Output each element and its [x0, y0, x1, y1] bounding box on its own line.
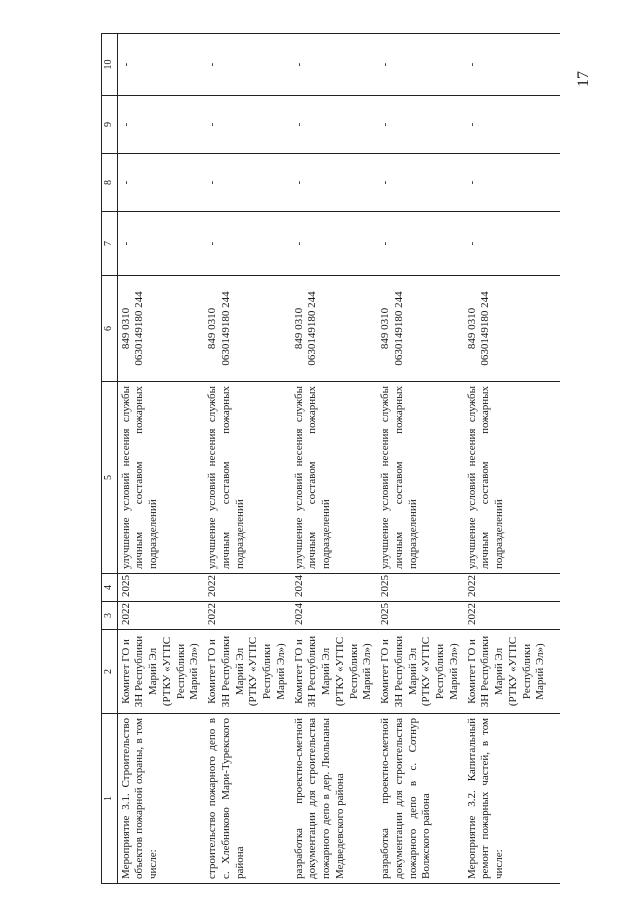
- col-7-value: -: [377, 212, 464, 276]
- budget-code: 849 0310 0630149180 244: [377, 276, 464, 382]
- end-year: 2024: [291, 574, 378, 602]
- executor: Комитет ГО и ЗН Республики Марий Эл (РТКУ «УГПС Республики Марий Эл»): [291, 630, 378, 714]
- header-col-6: 6: [102, 276, 118, 382]
- page-number: 17: [575, 71, 592, 87]
- end-year: 2022: [464, 574, 560, 602]
- col-9-value: -: [464, 96, 560, 154]
- start-year: 2024: [291, 602, 378, 630]
- col-10-value: -: [204, 34, 291, 96]
- header-col-4: 4: [102, 574, 118, 602]
- expected-result: улучшение условий несения службы личным составом пожарных подразделений: [291, 382, 378, 574]
- start-year: 2022: [204, 602, 291, 630]
- end-year: 2022: [204, 574, 291, 602]
- col-10-value: -: [377, 34, 464, 96]
- program-table: [101, 33, 560, 884]
- col-7-value: -: [291, 212, 378, 276]
- executor: Комитет ГО и ЗН Республики Марий Эл (РТКУ «УГПС Республики Марий Эл»): [464, 630, 560, 714]
- col-7-value: -: [204, 212, 291, 276]
- end-year: 2025: [377, 574, 464, 602]
- start-year: 2022: [464, 602, 560, 630]
- budget-code: 849 0310 0630149180 244: [464, 276, 560, 382]
- rotated-table-container: [101, 34, 625, 884]
- header-col-10: 10: [102, 34, 118, 96]
- table-row: [117, 34, 204, 884]
- activity-name: строительство пожарного депо в с. Хлебниково Мари-Турекского района: [204, 714, 291, 884]
- col-10-value: -: [464, 34, 560, 96]
- budget-code: 849 0310 0630149180 244: [117, 276, 204, 382]
- expected-result: улучшение условий несения службы личным составом пожарных подразделений: [204, 382, 291, 574]
- expected-result: улучшение условий несения службы личным составом пожарных подразделений: [117, 382, 204, 574]
- col-7-value: -: [117, 212, 204, 276]
- start-year: 2025: [377, 602, 464, 630]
- budget-code: 849 0310 0630149180 244: [291, 276, 378, 382]
- col-8-value: -: [291, 154, 378, 212]
- activity-name: Мероприятие 3.2. Капитальный ремонт пожарных частей, в том числе:: [464, 714, 560, 884]
- header-col-3: 3: [102, 602, 118, 630]
- header-col-8: 8: [102, 154, 118, 212]
- header-col-1: 1: [102, 714, 118, 884]
- budget-code: 849 0310 0630149180 244: [204, 276, 291, 382]
- executor: Комитет ГО и ЗН Республики Марий Эл (РТКУ «УГПС Республики Марий Эл»): [377, 630, 464, 714]
- col-7-value: -: [464, 212, 560, 276]
- table-row: [204, 34, 291, 884]
- col-8-value: -: [204, 154, 291, 212]
- executor: Комитет ГО и ЗН Республики Марий Эл (РТКУ «УГПС Республики Марий Эл»): [117, 630, 204, 714]
- header-col-2: 2: [102, 630, 118, 714]
- expected-result: улучшение условий несения службы личным составом пожарных подразделений: [377, 382, 464, 574]
- activity-name: разработка проектно-сметной документации для строительства пожарного депо в дер. Люльпаны Медведевского района: [291, 714, 378, 884]
- header-col-7: 7: [102, 212, 118, 276]
- col-8-value: -: [377, 154, 464, 212]
- header-row: [102, 34, 118, 884]
- executor: Комитет ГО и ЗН Республики Марий Эл (РТКУ «УГПС Республики Марий Эл»): [204, 630, 291, 714]
- col-8-value: -: [464, 154, 560, 212]
- col-9-value: -: [117, 96, 204, 154]
- col-10-value: -: [291, 34, 378, 96]
- col-9-value: -: [204, 96, 291, 154]
- header-col-5: 5: [102, 382, 118, 574]
- table-row: [464, 34, 560, 884]
- end-year: 2025: [117, 574, 204, 602]
- col-8-value: -: [117, 154, 204, 212]
- col-9-value: -: [291, 96, 378, 154]
- expected-result: улучшение условий несения службы личным составом пожарных подразделений: [464, 382, 560, 574]
- activity-name: Мероприятие 3.1. Строительство объектов пожарной охраны, в том числе:: [117, 714, 204, 884]
- col-10-value: -: [117, 34, 204, 96]
- activity-name: разработка проектно-сметной документации для строительства пожарного депо в с. Сотнур Волжского района: [377, 714, 464, 884]
- start-year: 2022: [117, 602, 204, 630]
- col-9-value: -: [377, 96, 464, 154]
- table-row: [291, 34, 378, 884]
- table-row: [377, 34, 464, 884]
- header-col-9: 9: [102, 96, 118, 154]
